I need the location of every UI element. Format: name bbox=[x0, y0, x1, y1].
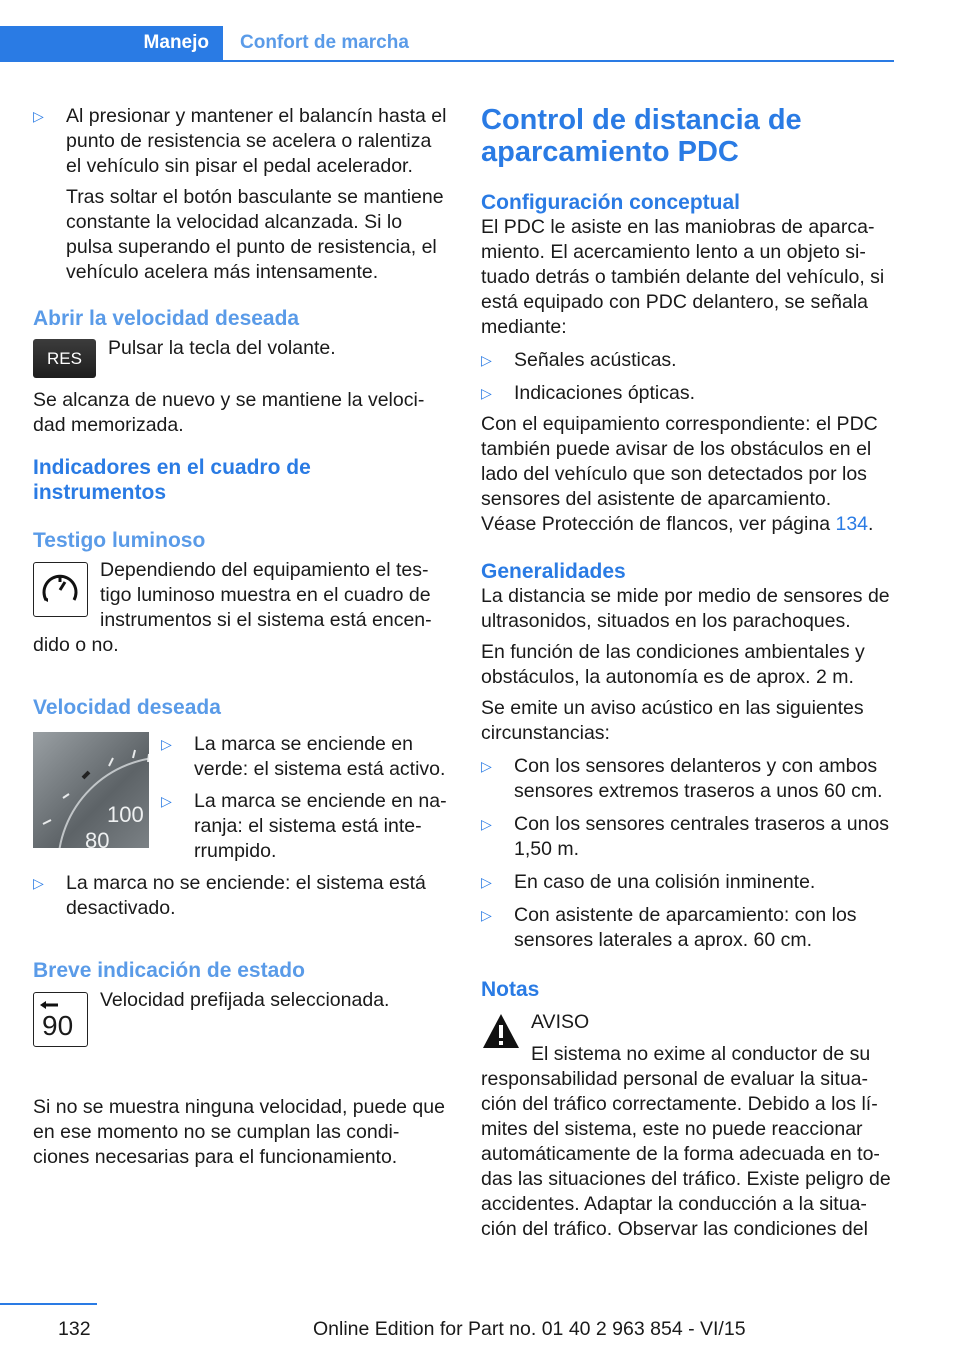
tab-manejo[interactable]: Manejo bbox=[0, 26, 223, 60]
list-item: ▷ La marca se enciende en naranja: el sistema está interrumpido. bbox=[161, 790, 447, 862]
page-link[interactable]: 134 bbox=[835, 513, 869, 535]
bullet-triangle-icon: ▷ bbox=[33, 875, 44, 891]
paragraph: Se emite un aviso acústico en las siguientes circunstancias: bbox=[481, 697, 864, 744]
paragraph: La distancia se mide por medio de sensores de ultrasonidos, situados en los parachoques. bbox=[481, 585, 890, 632]
paragraph: Si no se muestra ninguna velocidad, puede que en ese momento no se cumplan las condiciones necesarias para el funcionamiento. bbox=[33, 1096, 445, 1168]
paragraph: Se alcanza de nuevo y se mantiene la velocidad memorizada. bbox=[33, 389, 425, 436]
speed-90-icon: 90 bbox=[33, 992, 88, 1047]
paragraph: Véase Protección de flancos, ver página 134. bbox=[481, 513, 874, 535]
left-column bbox=[33, 104, 448, 1170]
heading-pdc: Control de distancia de aparcamiento PDC bbox=[481, 104, 802, 168]
list-item: ▷ Con los sensores centrales traseros a unos 1,50 m. bbox=[481, 813, 890, 860]
heading-breve-indicacion: Breve indicación de estado bbox=[33, 959, 305, 982]
paragraph: En función de las condiciones ambientales y obstáculos, la autonomía es de aprox. 2 m. bbox=[481, 641, 865, 688]
header-tabs bbox=[0, 26, 894, 62]
heading-abrir-velocidad: Abrir la velocidad deseada bbox=[33, 307, 300, 330]
footer-rule bbox=[0, 1303, 97, 1305]
right-column bbox=[481, 104, 896, 1242]
res-button-icon: RES bbox=[33, 339, 96, 378]
paragraph: Con el equipamiento correspondiente: el PDC también puede avisar de los obstáculos en el lado del vehículo que son detectados por los sensores del asistente de aparcamiento. bbox=[481, 413, 878, 510]
list-item: ▷ En caso de una colisión inminente. bbox=[481, 871, 816, 893]
paragraph: Velocidad prefijada seleccionada. bbox=[100, 989, 390, 1011]
list-item: ▷ Al presionar y mantener el balancín hasta el punto de resistencia se acelera o ralentiza el vehículo sin pisar el pedal acelerador. bbox=[33, 105, 447, 177]
bullet-triangle-icon: ▷ bbox=[481, 385, 492, 401]
heading-velocidad-deseada: Velocidad deseada bbox=[33, 696, 221, 719]
breve-block bbox=[33, 988, 448, 1041]
res-button-row bbox=[33, 336, 448, 378]
gauge-label-80: 80 bbox=[85, 828, 110, 848]
tab-confort-de-marcha[interactable]: Confort de marcha bbox=[240, 32, 409, 53]
velocidad-block bbox=[33, 732, 448, 864]
bullet-triangle-icon: ▷ bbox=[481, 874, 492, 890]
warning-triangle-icon bbox=[481, 1012, 521, 1052]
speedometer-gauge-image bbox=[33, 732, 149, 848]
bullet-triangle-icon: ▷ bbox=[481, 816, 492, 832]
testigo-block bbox=[33, 558, 448, 658]
bullet-triangle-icon: ▷ bbox=[33, 108, 44, 124]
heading-testigo: Testigo luminoso bbox=[33, 529, 206, 552]
list-item: ▷ La marca no se enciende: el sistema está desactivado. bbox=[33, 872, 426, 919]
bullet-triangle-icon: ▷ bbox=[481, 907, 492, 923]
warning-text: El sistema no exime al conductor de su responsabilidad personal de evaluar la situación del tráfico correctamente. Debido a los límites del sistema, este no puede reaccionar automáticamente de la forma adecuada en todas las situaciones del tráfico. Existe peligro de accidentes. Adaptar la conducción a la situación del tráfico. Observar las condiciones del bbox=[481, 1043, 891, 1240]
edition-info: Online Edition for Part no. 01 40 2 963 854 - VI/15 bbox=[313, 1318, 746, 1340]
heading-indicadores: Indicadores en el cuadro de instrumentos bbox=[33, 456, 311, 504]
bullet-triangle-icon: ▷ bbox=[481, 352, 492, 368]
warning-title: AVISO bbox=[531, 1011, 590, 1033]
paragraph: Tras soltar el botón basculante se mantiene constante la velocidad alcanzada. Si lo pulsa superando el punto de resistencia, el vehículo acelera más intensamente. bbox=[66, 186, 444, 283]
page-number: 132 bbox=[58, 1318, 91, 1340]
list-item: ▷ Con los sensores delanteros y con ambos sensores extremos traseros a unos 60 cm. bbox=[481, 755, 883, 802]
bullet-triangle-icon: ▷ bbox=[161, 736, 172, 752]
warning-block bbox=[481, 1010, 896, 1242]
paragraph: Dependiendo del equipamiento el testigo luminoso muestra en el cuadro de instrumentos si el sistema está encendido o no. bbox=[33, 559, 432, 656]
bullet-triangle-icon: ▷ bbox=[481, 758, 492, 774]
bullet-triangle-icon: ▷ bbox=[161, 793, 172, 809]
paragraph: El PDC le asiste en las maniobras de aparcamiento. El acercamiento lento a un objeto situado detrás o también delante del vehículo, si está equipado con PDC delantero, se señala mediante: bbox=[481, 216, 885, 338]
list-item: ▷ Indicaciones ópticas. bbox=[481, 382, 696, 404]
cruise-control-icon bbox=[33, 562, 88, 617]
gauge-label-100: 100 bbox=[107, 802, 144, 827]
list-item: ▷ Con asistente de aparcamiento: con los sensores laterales a aprox. 60 cm. bbox=[481, 904, 857, 951]
heading-generalidades: Generalidades bbox=[481, 560, 626, 583]
heading-notas: Notas bbox=[481, 978, 540, 1001]
velocidad-list bbox=[161, 732, 448, 864]
list-item: ▷ Señales acústicas. bbox=[481, 349, 677, 371]
list-item: ▷ La marca se enciende en verde: el sistema está activo. bbox=[161, 733, 446, 780]
heading-configuracion: Configuración conceptual bbox=[481, 191, 741, 214]
paragraph: Pulsar la tecla del volante. bbox=[108, 337, 336, 359]
